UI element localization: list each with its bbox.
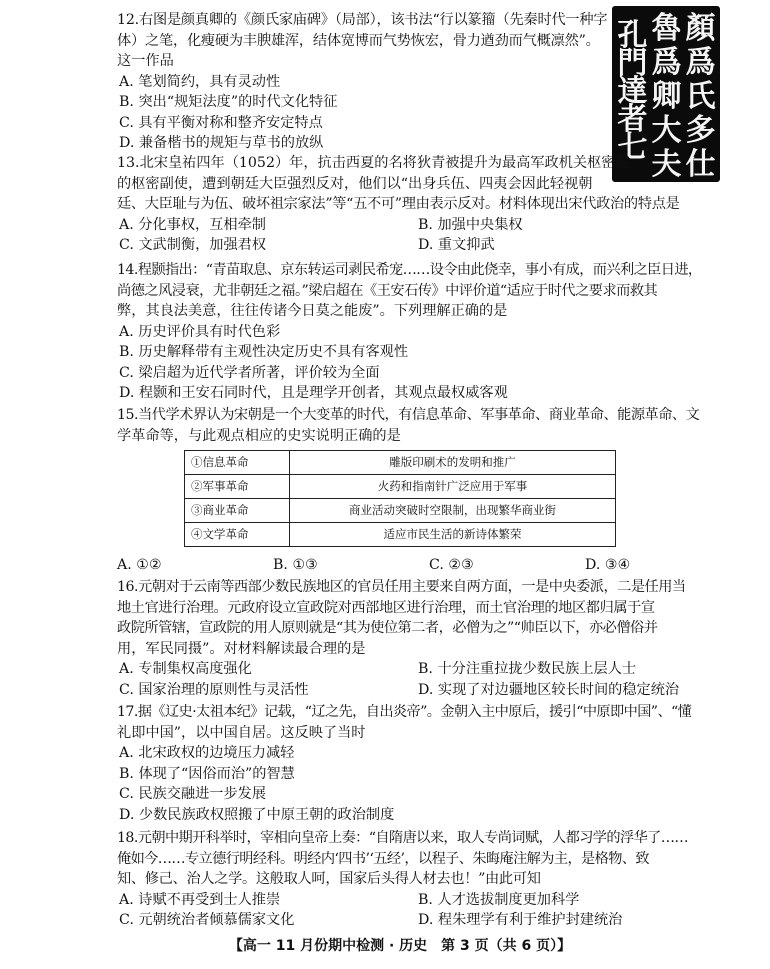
table-cell: ④文学革命 [185,523,290,547]
page-footer: 【高一 11 月份期中检测 · 历史 第 3 页（共 6 页）】 [228,938,572,954]
question-stem-line: 15.当代学术界认为宋朝是一个大变革的时代，有信息革命、军事革命、商业革命、能源革命、文 [117,407,700,423]
question-stem-line: 的枢密副使，遭到朝廷大臣强烈反对，他们以“出身兵伍、四夷会因此轻视朝 [117,175,593,192]
option-d: D. 少数民族政权照搬了中原王朝的政治制度 [119,806,395,823]
option-d: D. 实现了对边疆地区较长时间的稳定统治 [418,681,680,698]
option-c: C. 国家治理的原则性与灵活性 [119,681,309,698]
option-a: A. ①② [117,557,162,573]
option-c: C. 梁启超为近代学者所著，评价较为全面 [119,364,380,381]
question-18 [117,828,717,931]
options-row [117,215,717,236]
calligraphy-column: 魯爲卿大夫 [651,11,682,182]
question-stem-line: 礼即中国”，以中国自居。这反映了当时 [117,724,366,741]
question-stem-line: 18.元朝中期开科举时，宰相向皇帝上奏：“自隋唐以来，取人专尚词赋，人都习学的浮华了…… [117,830,688,846]
question-stem-line: 知、修己、治人之学。这般取人呵，国家后头得人材去也！”由此可知 [117,871,541,887]
options-row [117,680,717,701]
question-13 [117,153,717,256]
options-row [117,910,717,931]
question-stem-line: 12.右图是颜真卿的《颜氏家庙碑》（局部），该书法“行以篆籀（先秦时代一种字 [117,12,608,28]
option-c: C. 具有平衡对称和整齐安定特点 [119,114,323,131]
question-stem-line: 地土官进行治理。元政府设立宣政院对西部地区进行治理，而土官治理的地区都归属于宣 [117,599,655,616]
option-a: A. 专制集权高度强化 [119,661,252,677]
question-14 [117,260,717,404]
option-d: D. 重文抑武 [418,237,495,253]
table-row [185,523,616,547]
table-cell: 适应市民生活的新诗体繁荣 [290,523,616,547]
table-cell: ③商业革命 [185,499,290,523]
question-stem-line: 13.北宋皇祐四年（1052）年，抗击西夏的名将狄青被提升为最高军政机关枢密院 [117,155,630,171]
option-d: D. 程颢和王安石同时代，且是理学开创者，其观点最权威客观 [119,385,508,401]
option-a: A. 北宋政权的边境压力减轻 [119,745,295,761]
question-16 [117,577,717,700]
question-17 [117,702,717,825]
options-row [117,659,717,680]
question-stem-line: 廷、大臣耻与为伍、破坏祖宗家法”等“五不可”理由表示反对。材料体现出宋代政治的特点是 [117,196,680,212]
question-stem-line: 学革命等，与此观点相应的史实说明正确的是 [117,427,401,444]
option-b: B. 十分注重拉拢少数民族上层人士 [418,661,637,677]
option-d: D. 兼备楷书的规矩与草书的放纵 [119,135,324,151]
option-c: C. 民族交融进一步发展 [119,786,267,802]
question-stem-line: 16.元朝对于云南等西部少数民族地区的官员任用主要来自两方面，一是中央委派，二是任用当 [117,579,686,595]
option-c: C. 文武制衡，加强君权 [119,237,267,253]
option-a: A. 笔划简约，具有灵动性 [119,73,281,90]
option-b: B. 人才选拔制度更加科学 [418,891,580,908]
question-stem-line: 弊，其良法美意，往往传诸今日莫之能废”。下列理解正确的是 [117,303,508,319]
question-stem-line: 用，军民同摄”。对材料解读最合理的是 [117,640,366,657]
question-stem-line: 这一作品 [117,53,174,69]
question-15-options [117,555,717,576]
table-cell: 商业活动突破时空限制，出现繁华商业街 [290,499,616,523]
option-a: A. 分化事权，互相牵制 [119,216,266,233]
table-row [185,475,616,499]
calligraphy-column: 顏爲氏多仕 [685,11,716,182]
option-b: B. 加强中央集权 [418,216,523,233]
option-c: C. ②③ [429,557,474,573]
question-stem-line: 尚德之风浸衰，尤非朝廷之福。”梁启超在《王安石传》中评价道“适应于时代之要求而救其 [117,282,658,299]
option-a: A. 诗赋不再受到士人推崇 [119,891,281,908]
option-b: B. 历史解释带有主观性决定历史不具有客观性 [119,344,409,360]
table-row [185,451,616,475]
table-cell: ②军事革命 [185,475,290,499]
revolution-table [184,450,616,547]
question-stem-line: 14.程颢指出：“青苗取息、京东转运司剥民希宠……设令由此侥幸，事小有成，而兴利之臣日进， [117,262,702,278]
table-cell: 火药和指南针广泛应用于军事 [290,475,616,499]
question-stem-line: 体）之笔，化瘦硬为丰腴雄浑，结体宽博而气势恢宏，骨力遒劲而气概凛然”。 [117,32,600,49]
question-12 [117,10,609,154]
table-cell: 雕版印刷术的发明和推广 [290,451,616,475]
option-a: A. 历史评价具有时代色彩 [119,323,281,340]
question-stem-line: 政院所管辖，宣政院的用人原则就是“其为使位第二者，必僧为之”“帅臣以下，亦必僧俗并 [117,620,658,636]
table-cell: ①信息革命 [185,451,290,475]
option-d: D. 程朱理学有利于维护封建统治 [418,912,623,928]
table-row [185,499,616,523]
calligraphy-column: 孔門達者七 [617,18,648,165]
option-d: D. ③④ [585,557,631,573]
option-b: B. 体现了“因俗而治”的智慧 [119,765,295,782]
question-15 [117,405,717,446]
options-row [117,235,717,256]
option-b: B. ①③ [273,557,318,573]
options-row [117,555,717,576]
question-stem-line: 俺如今……专立德行明经科。明经内‘四书’‘五经’，以程子、朱晦庵注解为主，是格物、致 [117,850,649,867]
option-c: C. 元朝统治者倾慕儒家文化 [119,912,295,928]
question-stem-line: 17.据《辽史·太祖本纪》记载，“辽之先，自出炎帝”。金朝入主中原后，援引“中原即中国”、“懂 [117,704,692,720]
options-row [117,890,717,911]
option-b: B. 突出“规矩法度”的时代文化特征 [119,94,338,110]
